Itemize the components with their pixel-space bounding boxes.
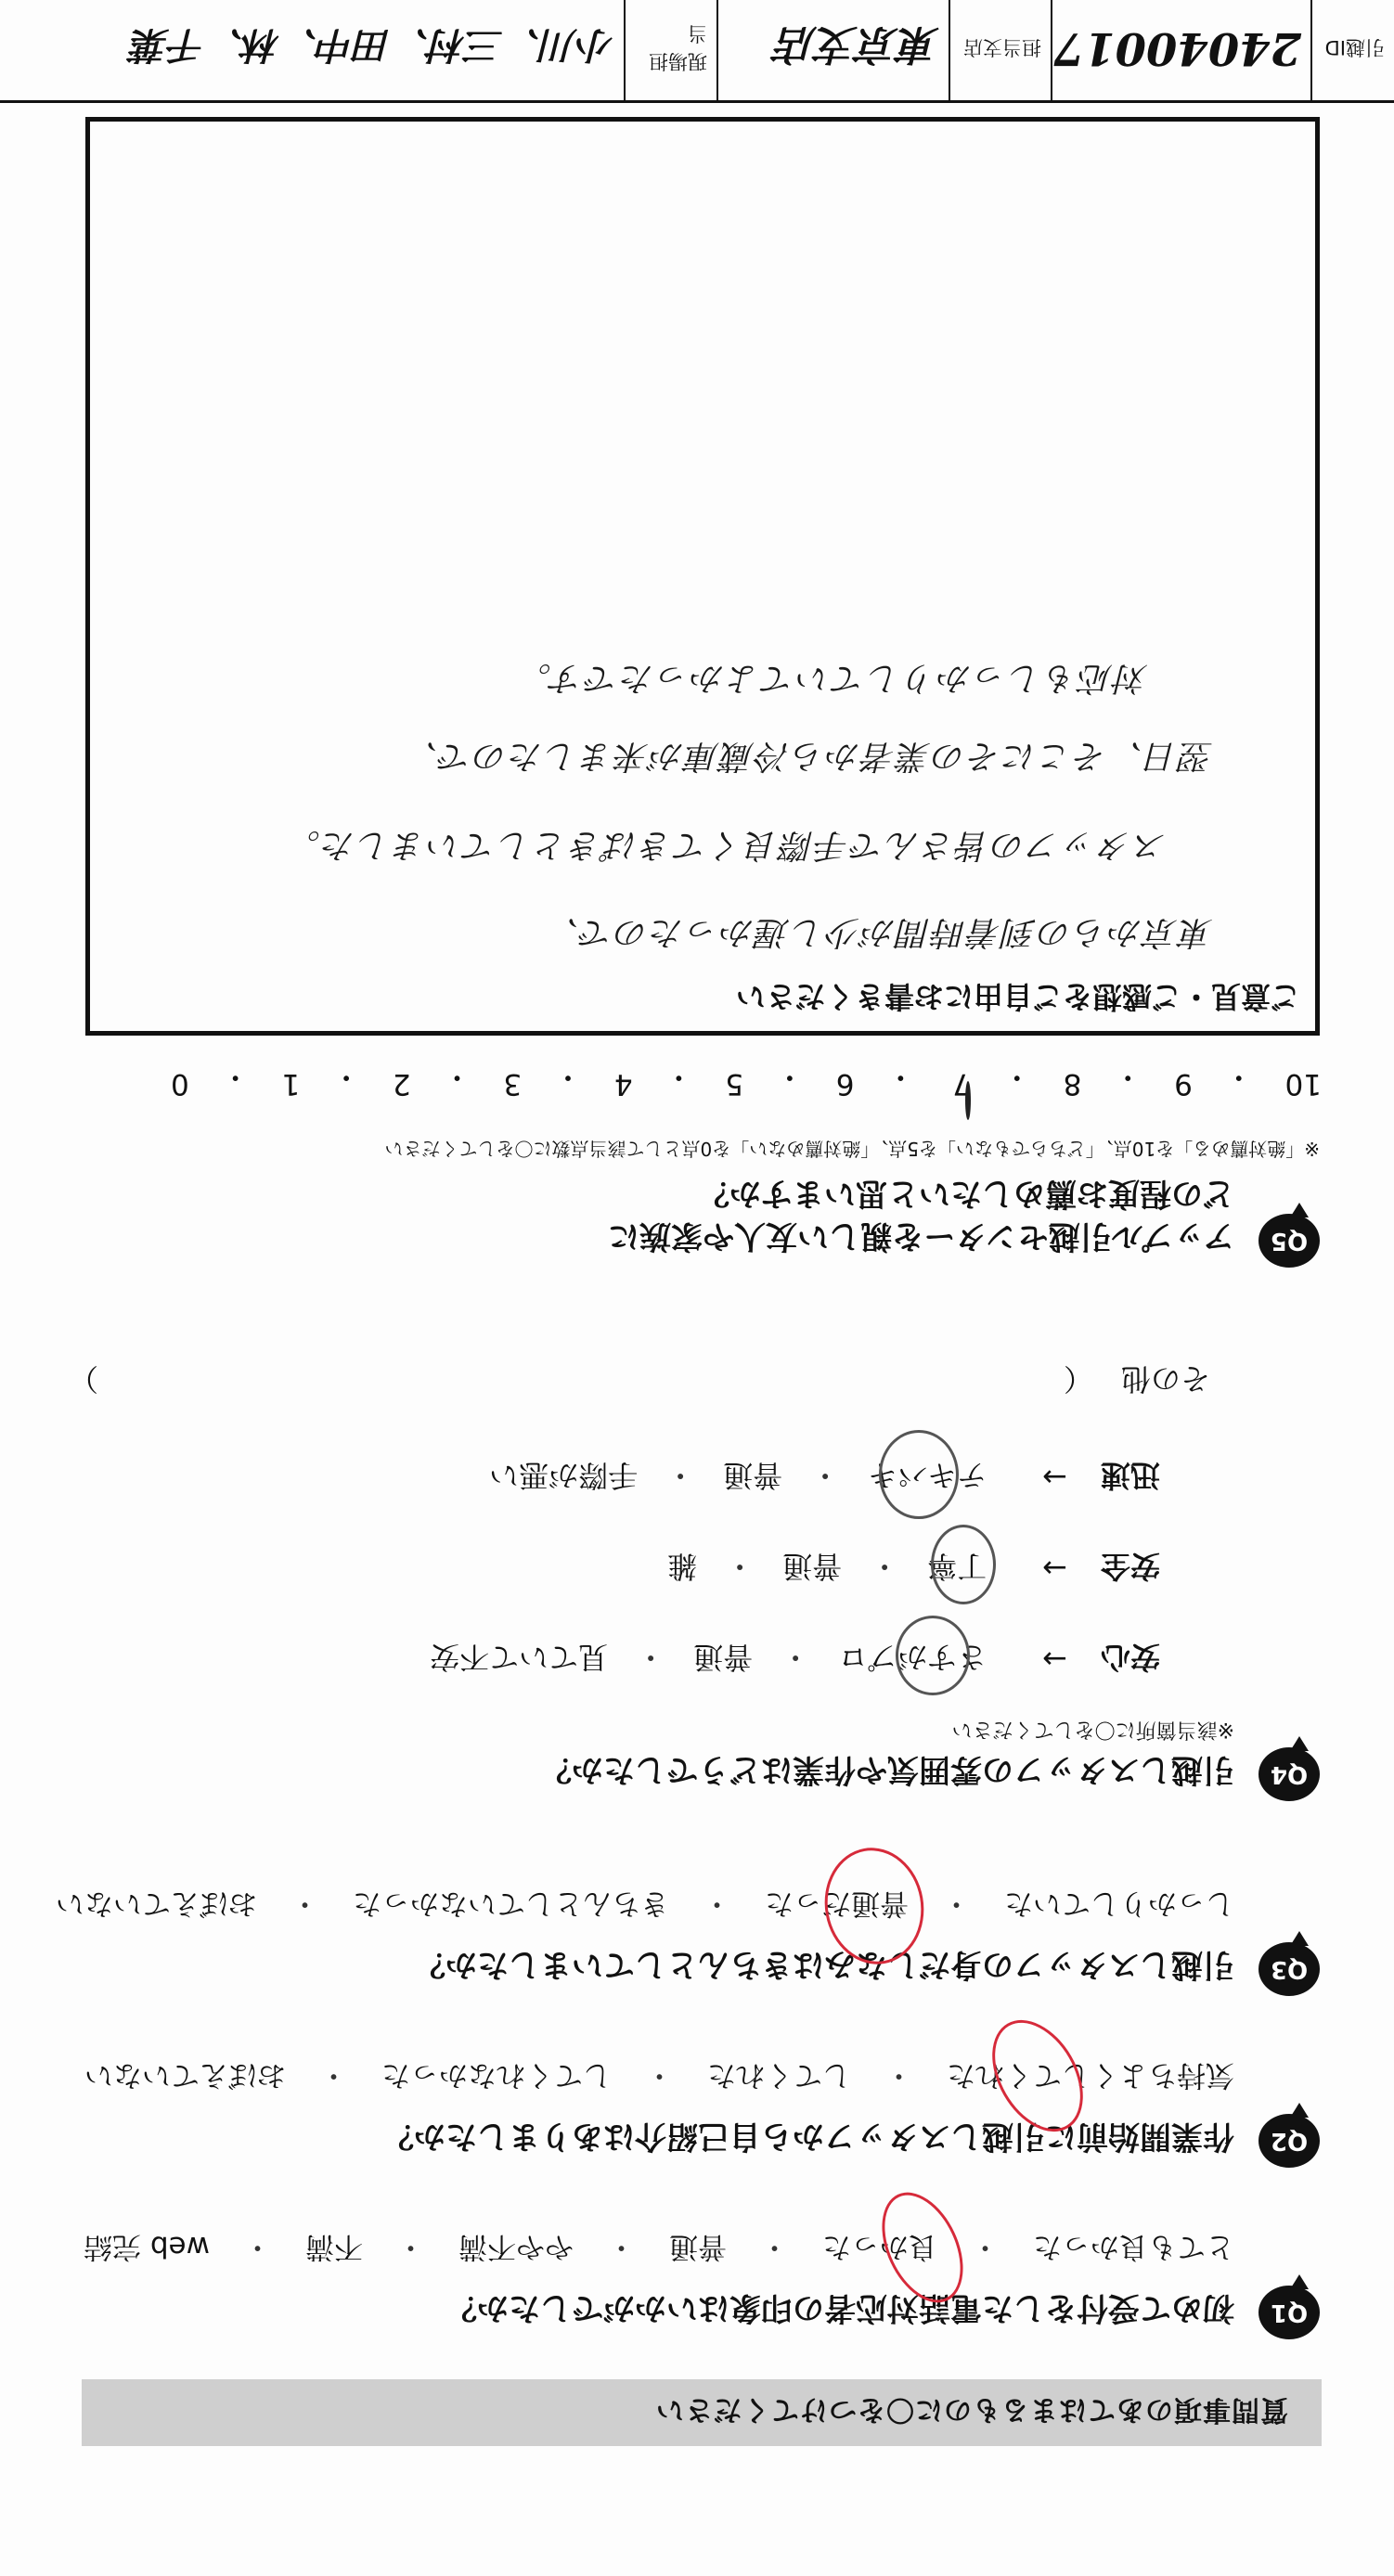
comment-line: 翌日、そこにその業者から冷蔵庫が来ましたので、	[402, 737, 1213, 775]
q5-text-line1: アップル引越センターを親しい友人や家族に	[608, 1217, 1234, 1255]
q5-badge: Q5	[1258, 1214, 1320, 1268]
id-value-cell	[1051, 0, 1310, 100]
row-option[interactable]: 普通	[723, 1458, 783, 1493]
q4-row-jinsoku: 迅速 → テキパキ ・ 普通 ・ 手際が悪い	[489, 1456, 1160, 1499]
q4-row-anzen: 安全 → 丁寧 ・ 普通 ・ 雑	[667, 1547, 1160, 1590]
question-3	[39, 1887, 1320, 1996]
q2-option[interactable]: してくれなかった	[381, 2058, 612, 2092]
comment-line: 対応もしっかりしていてよかったです。	[515, 659, 1148, 697]
selection-circle	[931, 1525, 996, 1604]
other-close-paren: ）	[69, 1361, 99, 1397]
question-1	[39, 2230, 1320, 2339]
q3-text: 引越しスタッフの身だしなみはきちんとしていましたか？	[414, 1946, 1234, 1983]
comment-line: 東京からの到着時間が少し遅かったので、	[543, 913, 1213, 951]
q3-badge: Q3	[1258, 1942, 1320, 1996]
row-label: 安全	[1100, 1549, 1160, 1584]
row-option-selected[interactable]: さすがプロ	[838, 1638, 987, 1681]
q1-text: 初めて受付をした電話対応者の印象はいかがでしたか？	[445, 2289, 1234, 2326]
row-option[interactable]: 手際が悪い	[489, 1458, 639, 1493]
scale-5[interactable]: 5	[725, 1067, 744, 1101]
q1-option-selected[interactable]: 良かった	[822, 2229, 937, 2271]
q2-badge: Q2	[1258, 2114, 1320, 2168]
arrow-icon: →	[1042, 1551, 1067, 1586]
q3-option[interactable]: しっかりしていた	[1004, 1887, 1234, 1920]
q1-option[interactable]: とても良かった	[1033, 2230, 1234, 2263]
q4-badge: Q4	[1258, 1747, 1320, 1801]
q3-option-selected[interactable]: 普通だった	[765, 1886, 909, 1927]
scale-0[interactable]: 0	[171, 1067, 189, 1101]
id-value: 24040017	[1052, 22, 1301, 74]
row-option-selected[interactable]: テキパキ	[868, 1456, 987, 1499]
q1-badge: Q1	[1258, 2286, 1320, 2339]
staff-label-cell	[624, 0, 716, 100]
question-2	[39, 2058, 1320, 2168]
row-option[interactable]: 雑	[667, 1549, 698, 1584]
q5-text-line2: どの程度お薦めしたいと思いますか？	[698, 1175, 1234, 1212]
q1-option[interactable]: 不満	[305, 2230, 363, 2263]
scale-10[interactable]: 10	[1284, 1067, 1322, 1101]
other-open-paren: （	[1063, 1361, 1093, 1397]
row-label: 迅速	[1100, 1458, 1160, 1493]
q2-option[interactable]: おぼえていない	[84, 2058, 286, 2092]
q3-option[interactable]: おぼえていない	[56, 1887, 257, 1920]
store-value: 東京支店	[776, 20, 939, 68]
other-label: その他	[1120, 1361, 1210, 1397]
scale-2[interactable]: 2	[392, 1067, 411, 1101]
q4-text: 引越しスタッフの雰囲気や作業はどうでしたか？	[540, 1751, 1234, 1788]
store-value-cell	[716, 0, 949, 100]
scale-7-selected[interactable]: 7	[947, 1059, 971, 1101]
row-option[interactable]: 普通	[693, 1640, 754, 1675]
store-label-cell	[949, 0, 1051, 100]
q2-option-selected[interactable]: 気持ちよくしてくれた	[947, 2057, 1234, 2099]
row-option[interactable]: 見ていて不安	[430, 1640, 609, 1675]
staff-value-cell	[0, 0, 624, 100]
staff-value: 小川、三村、田中、林、千葉	[132, 23, 614, 68]
q1-option[interactable]: web 完結	[84, 2230, 210, 2263]
q1-options: とても良かった ・ 良かった ・ 普通 ・ やや不満 ・ 不満 ・ web 完結	[84, 2229, 1234, 2271]
staff-label: 現場担当	[649, 22, 707, 72]
recommend-scale: 10 ・ 9 ・ 8 ・ 7 ・ 6 ・ 5 ・ 4 ・ 3 ・ 2 ・ 1 ・ 0	[171, 1059, 1322, 1101]
scale-8[interactable]: 8	[1063, 1067, 1082, 1101]
arrow-icon: →	[1042, 1642, 1067, 1677]
row-option[interactable]: 普通	[782, 1549, 843, 1584]
row-label: 安心	[1100, 1640, 1160, 1675]
q2-text: 作業開始前に引越しスタッフから自己紹介はありましたか？	[382, 2118, 1234, 2155]
q3-options: しっかりしていた ・ 普通だった ・ きちんとしていなかった ・ おぼえていない	[56, 1886, 1234, 1927]
scale-4[interactable]: 4	[613, 1067, 633, 1101]
question-4	[39, 1319, 1320, 1801]
id-label: 引越ID	[1324, 36, 1385, 58]
comment-box[interactable]	[85, 117, 1320, 1036]
store-label: 担当支店	[963, 36, 1041, 58]
info-header	[0, 0, 1394, 103]
comment-line: スタッフの皆さんで手際良くてきぱきとしていました。	[284, 826, 1167, 864]
q2-options: 気持ちよくしてくれた ・ してくれた ・ してくれなかった ・ おぼえていない	[84, 2057, 1234, 2099]
instructions-banner: 質問事項のあてはまるものに〇をつけてください	[82, 2379, 1322, 2446]
scale-1[interactable]: 1	[281, 1067, 301, 1101]
selection-circle	[879, 1430, 959, 1519]
comment-title: ご意見・ご感想をご自由にお書きください	[735, 979, 1300, 1014]
selection-circle	[896, 1616, 970, 1695]
scale-6[interactable]: 6	[835, 1067, 855, 1101]
scale-3[interactable]: 3	[503, 1067, 523, 1101]
q5-note: ※「絶対薦める」を10点、「どちらでもない」を5点、「絶対薦めない」を0点として該当点数に〇をしてください	[384, 1138, 1320, 1160]
question-5	[39, 1110, 1320, 1268]
q4-row-anshin: 安心 → さすがプロ ・ 普通 ・ 見ていて不安	[430, 1638, 1160, 1681]
q4-other	[69, 1359, 1210, 1402]
scale-9[interactable]: 9	[1174, 1067, 1193, 1101]
row-option-selected[interactable]: 丁寧	[927, 1547, 987, 1590]
q4-note: ※該当箇所に〇をしてください	[951, 1718, 1234, 1741]
q3-option[interactable]: きちんとしていなかった	[353, 1887, 669, 1920]
q2-option[interactable]: してくれた	[707, 2058, 851, 2092]
id-label-cell	[1310, 0, 1394, 100]
q1-option[interactable]: 普通	[669, 2230, 727, 2263]
q1-option[interactable]: やや不満	[458, 2230, 574, 2263]
arrow-icon: →	[1042, 1460, 1067, 1495]
